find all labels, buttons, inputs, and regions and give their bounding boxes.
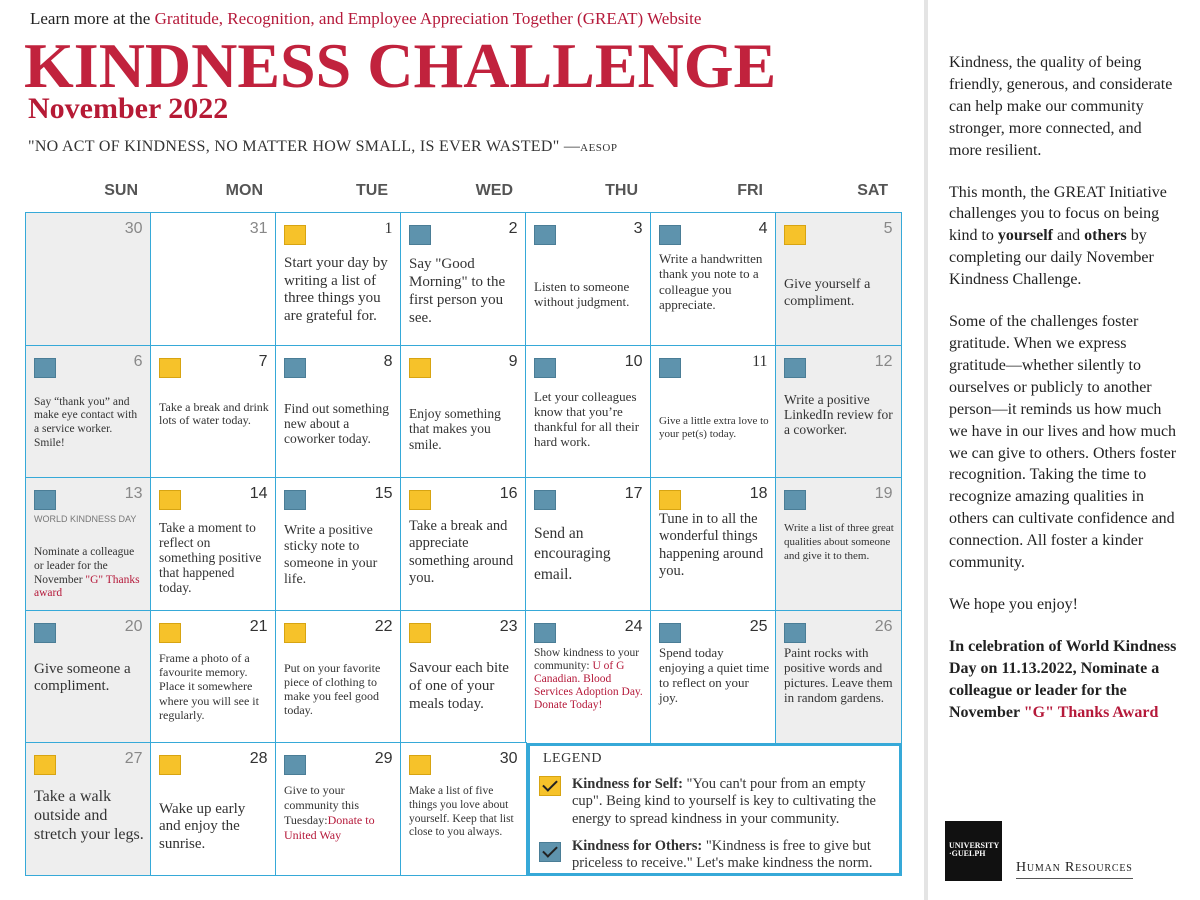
day-number: 8 <box>383 352 393 370</box>
challenge-text <box>159 520 270 596</box>
challenge-text <box>284 401 395 446</box>
day-number: 30 <box>499 750 518 767</box>
sidebar-challenge-a: This month, the GREAT Initiative challenges you to focus on being kind to <box>949 183 1167 245</box>
day-number: 4 <box>758 220 768 237</box>
challenge-text <box>659 645 770 706</box>
challenge-link[interactable]: U of G Canadian. Blood Services Adoption Day. Donate Today! <box>534 659 643 712</box>
legend-others-desc: "Kindness is free to give but priceless to receive." Let's make kindness the norm. <box>572 838 873 872</box>
kindness-others-marker <box>34 623 56 643</box>
calendar-day-cell <box>400 477 527 611</box>
challenge-text <box>284 783 395 843</box>
month-subtitle: November 2022 <box>28 92 229 125</box>
logo-line-1: UNIVERSITY <box>949 841 1000 850</box>
challenge-text <box>409 518 520 588</box>
day-number: 2 <box>508 220 518 237</box>
challenge-text-body: Show kindness to your community: <box>534 646 640 672</box>
calendar-day-cell <box>400 345 527 479</box>
kindness-self-marker <box>159 358 181 378</box>
day-number: 20 <box>124 617 143 635</box>
sidebar-celebration-text: In celebration of World Kindness Day on 11.13.2022, Nominate a colleague or leader for the November <box>949 637 1177 721</box>
aesop-quote <box>28 138 617 156</box>
calendar-day-cell <box>150 742 277 876</box>
challenge-text-body: Write a handwritten thank you note to a colleague you appreciate. <box>659 251 763 312</box>
day-number: 30 <box>124 220 143 237</box>
kindness-self-marker <box>659 490 681 510</box>
day-number: 28 <box>249 750 268 767</box>
kindness-self-marker <box>159 755 181 775</box>
legend-self-text <box>572 776 889 828</box>
challenge-text-body: Write a list of three great qualities about someone and give it to them. <box>784 522 894 562</box>
challenge-text-body: Say “thank you” and make eye contact with a service worker. Smile! <box>34 395 138 449</box>
challenge-text <box>534 524 645 585</box>
challenge-text-body: Send an encouraging email. <box>534 525 611 583</box>
calendar-day-cell <box>650 610 777 744</box>
challenge-text <box>784 522 895 563</box>
calendar-day-cell <box>525 610 652 744</box>
challenge-text-body: Nominate a colleague or leader for the November <box>34 546 135 586</box>
calendar-day-cell <box>775 610 902 744</box>
day-number: 13 <box>124 485 143 502</box>
sidebar-enjoy: We hope you enjoy! <box>949 595 1078 613</box>
challenge-text <box>659 415 770 441</box>
day-number: 9 <box>508 352 518 370</box>
day-number: 26 <box>874 617 893 635</box>
challenge-text <box>34 787 145 845</box>
day-number: 19 <box>874 485 893 502</box>
kindness-self-marker <box>784 225 806 245</box>
logo-line-2: ·GUELPH <box>949 849 986 859</box>
challenge-text-body: Give someone a compliment. <box>34 660 131 694</box>
challenge-text <box>34 396 145 451</box>
calendar-day-cell <box>525 212 652 346</box>
challenge-text-body: Give a little extra love to your pet(s) today. <box>659 414 769 440</box>
calendar-day-cell <box>275 212 402 346</box>
kindness-others-marker <box>534 225 556 245</box>
legend-box <box>527 743 902 876</box>
challenge-text <box>784 392 895 437</box>
day-number: 10 <box>624 352 643 370</box>
day-number: 3 <box>633 220 643 237</box>
challenge-text <box>784 277 895 310</box>
calendar-day-cell <box>775 212 902 346</box>
day-number: 16 <box>499 485 518 502</box>
sidebar-text <box>949 52 1177 743</box>
legend-others-text <box>572 838 889 873</box>
calendar-day-cell <box>275 742 402 876</box>
kindness-others-marker <box>284 490 306 510</box>
kindness-others-marker <box>659 225 681 245</box>
challenge-link[interactable]: Donate to United Way <box>284 813 375 842</box>
calendar-day-cell <box>400 610 527 744</box>
challenge-text-body: Wake up early and enjoy the sunrise. <box>159 801 246 852</box>
link-prefix: Learn more at the <box>30 9 155 28</box>
day-number: 14 <box>249 485 268 502</box>
quote-author: AESOP <box>580 142 618 154</box>
day-number: 23 <box>499 617 518 635</box>
calendar-day-cell <box>775 477 902 611</box>
kindness-others-marker <box>784 358 806 378</box>
sidebar-gratitude: Some of the challenges foster gratitude. When we express gratitude—whether silently to ourselves or publicly to another person—it reminds us how much we have in our lives and how much we can give to others. Others foster recognition. Taking the time to recognize amazing qualities in others can cultivate confidence and connection. All foster a kinder community. <box>949 313 1177 572</box>
challenge-text-body: Tune in to all the wonderful things happening around you. <box>659 511 764 580</box>
quote-text: "NO ACT OF KINDNESS, NO MATTER HOW SMALL, IS EVER WASTED" — <box>28 138 581 155</box>
sidebar-others: others <box>1084 227 1127 245</box>
day-number: 21 <box>249 617 268 635</box>
day-number: 11 <box>752 352 768 370</box>
challenge-text <box>784 645 895 706</box>
kindness-self-marker <box>409 490 431 510</box>
challenge-text <box>284 523 395 589</box>
kindness-self-marker <box>284 225 306 245</box>
calendar-day-cell <box>775 345 902 479</box>
day-number: 24 <box>624 617 643 635</box>
calendar-day-cell <box>150 610 277 744</box>
kindness-others-marker <box>784 490 806 510</box>
legend-self-label: Kindness for Self: <box>572 776 683 792</box>
challenge-text-body: Say "Good Morning" to the first person you see. <box>409 256 506 326</box>
challenge-text-body: Give to your community this Tuesday: <box>284 783 359 827</box>
challenge-text <box>409 406 520 453</box>
challenge-text-body: Savour each bite of one of your meals today. <box>409 659 509 712</box>
kindness-others-marker <box>284 358 306 378</box>
great-website-link-line <box>30 9 701 29</box>
calendar-day-cell <box>650 477 777 611</box>
legend-self-checkbox <box>539 776 561 796</box>
kindness-others-marker <box>284 755 306 775</box>
calendar-day-cell <box>275 345 402 479</box>
day-number: 22 <box>374 617 393 635</box>
challenge-text-body: Find out something new about a coworker today. <box>284 400 390 446</box>
sidebar-yourself: yourself <box>997 227 1053 245</box>
kindness-self-marker <box>409 623 431 643</box>
great-website-link[interactable]: Gratitude, Recognition, and Employee Appreciation Together (GREAT) Website <box>154 9 702 28</box>
dow-wed: WED <box>475 182 513 199</box>
kindness-self-marker <box>159 623 181 643</box>
kindness-self-marker <box>159 490 181 510</box>
sidebar-celebration <box>949 636 1177 724</box>
world-kindness-day-label: WORLD KINDNESS DAY <box>34 514 137 524</box>
challenge-link[interactable]: "G" Thanks award <box>34 573 140 600</box>
challenge-text-body: Start your day by writing a list of three things you are grateful for. <box>284 255 388 325</box>
calendar-day-cell <box>25 345 152 479</box>
challenge-text-body: Give yourself a compliment. <box>784 277 871 309</box>
dow-mon: MON <box>225 182 263 199</box>
challenge-text-body: Enjoy something that makes you smile. <box>409 405 501 452</box>
day-number: 5 <box>883 220 893 237</box>
calendar-day-cell <box>650 345 777 479</box>
challenge-text-body: Take a break and drink lots of water today. <box>159 399 269 428</box>
kindness-others-marker <box>409 225 431 245</box>
calendar-day-cell <box>400 742 527 876</box>
challenge-text <box>659 251 770 312</box>
kindness-others-marker <box>34 490 56 510</box>
check-icon <box>542 776 558 792</box>
day-number: 1 <box>384 220 393 237</box>
challenge-text-body: Write a positive LinkedIn review for a coworker. <box>784 391 893 437</box>
human-resources-label: Human Resources <box>1016 860 1133 879</box>
kindness-self-marker <box>34 755 56 775</box>
page-title: KINDNESS CHALLENGE <box>24 30 777 101</box>
kindness-self-marker <box>284 623 306 643</box>
sidebar-challenge <box>949 182 1177 292</box>
check-icon <box>542 842 558 858</box>
dow-sun: SUN <box>104 182 138 199</box>
dow-fri: FRI <box>737 182 763 199</box>
challenge-text <box>534 647 645 713</box>
calendar-day-cell <box>25 742 152 876</box>
kindness-others-marker <box>659 358 681 378</box>
legend-others-checkbox <box>539 842 561 862</box>
challenge-text <box>409 659 520 713</box>
challenge-text <box>34 661 145 696</box>
calendar-day-cell <box>25 477 152 611</box>
challenge-text-body: Listen to someone without judgment. <box>534 279 630 310</box>
calendar-day-cell <box>25 610 152 744</box>
days-of-week-header <box>25 182 900 206</box>
kindness-others-marker <box>534 358 556 378</box>
kindness-others-marker <box>534 623 556 643</box>
challenge-text-body: Make a list of five things you love about yourself. Keep that list close to you always. <box>409 785 514 839</box>
challenge-text-body: Let your colleagues know that you’re thankful for all their hard work. <box>534 388 640 450</box>
challenge-text <box>159 651 270 723</box>
dow-sat: SAT <box>857 182 888 199</box>
day-number: 15 <box>374 485 393 502</box>
challenge-text-body: Take a moment to reflect on something positive that happened today. <box>159 520 262 596</box>
day-number: 6 <box>133 352 143 370</box>
challenge-text <box>409 255 520 327</box>
challenge-text-body: Write a positive sticky note to someone in your life. <box>284 523 378 588</box>
challenge-text-body: Put on your favorite piece of clothing to make you feel good today. <box>284 660 381 717</box>
challenge-text-body: Spend today enjoying a quiet time to reflect on your joy. <box>659 644 770 706</box>
challenge-text <box>534 389 645 450</box>
day-number: 25 <box>749 617 768 635</box>
challenge-text <box>159 401 270 429</box>
challenge-text-body: Frame a photo of a favourite memory. Place it somewhere where you will see it regularly. <box>159 650 259 723</box>
kindness-others-marker <box>659 623 681 643</box>
day-number: 17 <box>624 485 643 502</box>
calendar-day-cell <box>525 477 652 611</box>
day-number: 12 <box>874 352 893 370</box>
day-number: 7 <box>258 352 268 370</box>
dow-thu: THU <box>605 182 638 199</box>
day-number: 31 <box>249 220 268 237</box>
day-number: 27 <box>124 750 143 767</box>
university-of-guelph-logo <box>945 821 1002 881</box>
challenge-text-body: Take a walk outside and stretch your legs. <box>34 788 144 844</box>
calendar-day-cell <box>150 477 277 611</box>
challenge-text <box>534 279 645 310</box>
challenge-text <box>409 785 520 840</box>
sidebar-challenge-e: by completing our daily November Kindness Challenge. <box>949 227 1154 289</box>
calendar-day-cell <box>150 212 277 346</box>
calendar-day-cell <box>25 212 152 346</box>
sidebar-challenge-and: and <box>1053 227 1085 245</box>
challenge-text <box>659 511 770 581</box>
legend-self-desc: "You can't pour from an empty cup". Being kind to yourself is key to cultivating the energy to spread kindness in your community. <box>572 776 876 827</box>
kindness-others-marker <box>34 358 56 378</box>
legend-title: LEGEND <box>543 751 602 766</box>
challenge-text <box>284 255 395 326</box>
kindness-self-marker <box>409 358 431 378</box>
calendar-day-cell <box>650 212 777 346</box>
kindness-self-marker <box>409 755 431 775</box>
challenge-text <box>34 546 145 601</box>
challenge-text <box>159 801 270 853</box>
legend-others-label: Kindness for Others: <box>572 838 703 854</box>
day-number: 29 <box>374 750 393 767</box>
sidebar-intro: Kindness, the quality of being friendly, generous, and considerate can help make our community stronger, more connected, and more resilient. <box>949 54 1173 159</box>
challenge-text-body: Take a break and appreciate something around you. <box>409 518 514 587</box>
day-number: 18 <box>749 485 768 502</box>
challenge-text-body: Paint rocks with positive words and pictures. Leave them in random gardens. <box>784 644 893 706</box>
kindness-others-marker <box>784 623 806 643</box>
g-thanks-award-link[interactable]: "G" Thanks Award <box>1023 703 1159 721</box>
calendar-day-cell <box>150 345 277 479</box>
calendar-day-cell <box>275 477 402 611</box>
calendar-day-cell <box>275 610 402 744</box>
kindness-others-marker <box>534 490 556 510</box>
calendar-day-cell <box>525 345 652 479</box>
dow-tue: TUE <box>356 182 388 199</box>
challenge-text <box>284 661 395 718</box>
calendar-day-cell <box>400 212 527 346</box>
sidebar-divider <box>924 0 928 900</box>
